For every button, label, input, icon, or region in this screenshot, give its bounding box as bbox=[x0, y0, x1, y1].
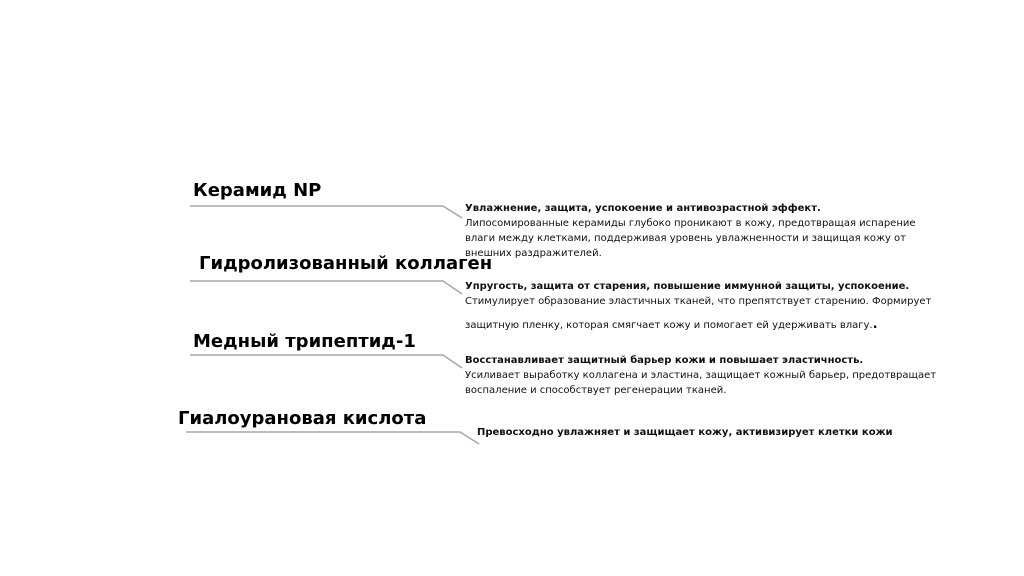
end-mark: . bbox=[872, 317, 878, 332]
ingredient-title-hyaluronic-acid: Гиалоурановая кислота bbox=[178, 408, 427, 429]
ingredient-desc-collagen bbox=[465, 279, 931, 333]
ingredient-title-ceramide: Керамид NP bbox=[193, 180, 322, 201]
ingredient-lead-collagen: Упругость, защита от старения, повышение иммунной защиты, успокоение. bbox=[465, 281, 910, 292]
ingredient-desc-copper-tripeptide bbox=[465, 353, 936, 398]
ingredient-title-copper-tripeptide: Медный трипептид-1 bbox=[193, 331, 416, 352]
ingredient-body-line: защитную пленку, которая смягчает кожу и помогает ей удерживать влагу. bbox=[465, 320, 873, 331]
ingredient-body-line: Липосомированные керамиды глубоко проникают в кожу, предотвращая испарение bbox=[465, 218, 916, 229]
connector-line-4 bbox=[186, 432, 479, 444]
ingredient-body-line: Стимулирует образование эластичных тканей, что препятствует старению. Формирует bbox=[465, 296, 932, 307]
ingredient-desc-ceramide bbox=[465, 201, 916, 261]
ingredient-lead-hyaluronic-acid: Превосходно увлажняет и защищает кожу, активизирует клетки кожи bbox=[477, 427, 893, 438]
ingredient-lead-ceramide: Увлажнение, защита, успокоение и антивозрастной эффект. bbox=[465, 203, 821, 214]
ingredient-body-line: внешних раздражителей. bbox=[465, 248, 602, 259]
connector-line-3 bbox=[190, 355, 462, 368]
connector-line-2 bbox=[190, 281, 462, 294]
ingredient-body-line: влаги между клетками, поддерживая уровень увлажненности и защищая кожу от bbox=[465, 233, 907, 244]
ingredient-desc-hyaluronic-acid bbox=[477, 425, 893, 440]
ingredient-lead-copper-tripeptide: Восстанавливает защитный барьер кожи и повышает эластичность. bbox=[465, 355, 864, 366]
ingredient-body-line: воспаление и способствует регенерации тканей. bbox=[465, 385, 727, 396]
ingredient-title-collagen: Гидролизованный коллаген bbox=[199, 253, 493, 274]
connector-line-1 bbox=[190, 206, 462, 218]
ingredient-body-line: Усиливает выработку коллагена и эластина, защищает кожный барьер, предотвращает bbox=[465, 370, 937, 381]
